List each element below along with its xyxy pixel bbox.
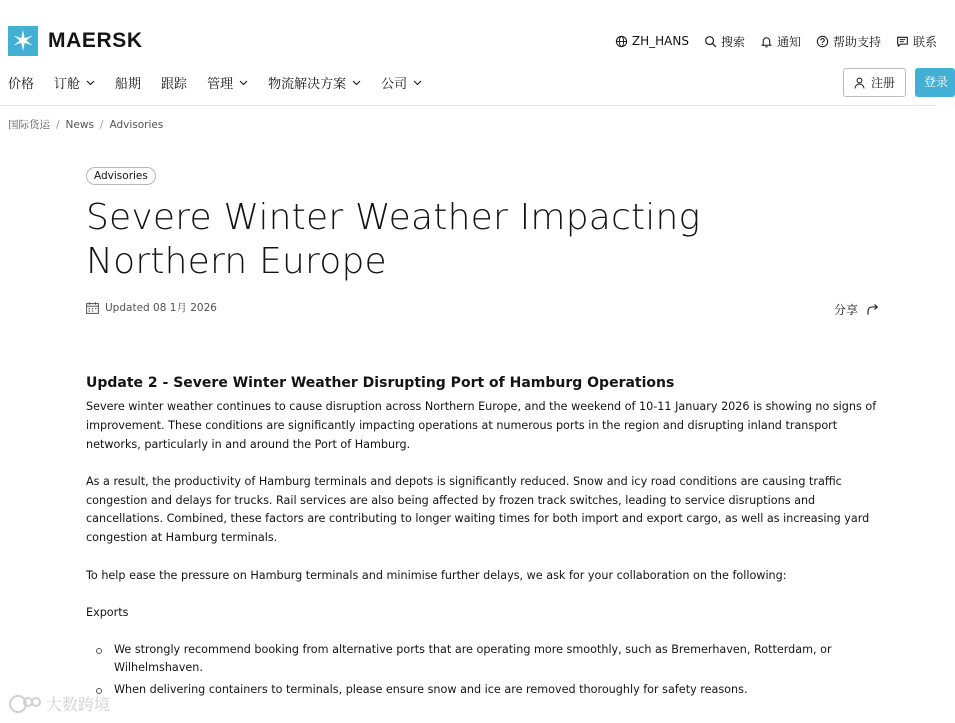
- site-header: [0, 0, 949, 106]
- chevron-down-icon: [239, 80, 248, 86]
- nav-item-label: 跟踪: [161, 77, 188, 92]
- share-arrow-icon: [866, 303, 880, 316]
- nav-item-logistics-solutions[interactable]: [268, 73, 361, 92]
- chevron-down-icon: [86, 80, 95, 86]
- nav-item-label: 订舱: [54, 77, 81, 92]
- updated-label: Updated 08 1月 2026: [105, 302, 217, 314]
- nav-item-label: 管理: [207, 77, 234, 92]
- article-body: [86, 374, 891, 703]
- article-paragraph: As a result, the productivity of Hamburg terminals and depots is significantly reduced. Snow and icy road conditions are causing traffic congestion and delays for trucks. Rail services are also being affected by frozen track switches, leading to service disruptions and cancellations. Combined, these factors are contributing to longer waiting times for both import and export cargo, as well as increasing yard congestion at Hamburg terminals.: [86, 474, 870, 545]
- nav-item-label: 船期: [115, 77, 142, 92]
- share-label: 分享: [834, 303, 859, 317]
- breadcrumb-item-advisories[interactable]: Advisories: [109, 118, 164, 131]
- category-tag[interactable]: Advisories: [86, 167, 156, 185]
- share-button[interactable]: [834, 301, 880, 318]
- list-item: We strongly recommend booking from alternative ports that are operating more smoothly, such as Bremerhaven, Rotterdam, or Wilhelmshaven.: [114, 641, 891, 679]
- search-icon: [704, 35, 717, 48]
- search-label: 搜索: [720, 34, 745, 49]
- list-item: When delivering containers to terminals, please ensure snow and ice are removed thoroughly for safety reasons.: [114, 681, 891, 700]
- language-label: ZH_HANS: [631, 34, 689, 48]
- login-button[interactable]: [915, 68, 955, 97]
- help-label: 帮助支持: [832, 34, 881, 49]
- nav-item-prices[interactable]: [8, 73, 34, 92]
- notifications-label: 通知: [776, 34, 801, 49]
- notifications-button[interactable]: [760, 33, 801, 50]
- user-icon: [854, 77, 865, 89]
- brand-name: MAERSK: [48, 29, 143, 52]
- nav-item-label: 价格: [8, 77, 35, 92]
- register-button[interactable]: [843, 68, 906, 97]
- search-button[interactable]: [704, 33, 745, 50]
- updated-date: [86, 300, 217, 315]
- language-switcher[interactable]: [615, 34, 689, 48]
- login-label: 登录: [924, 75, 949, 89]
- nav-item-label: 物流解决方案: [268, 77, 347, 92]
- section-label-exports: Exports: [86, 605, 129, 619]
- nav-item-tracking[interactable]: [161, 73, 187, 92]
- nav-item-company[interactable]: [381, 73, 422, 92]
- maersk-logo[interactable]: [8, 26, 143, 56]
- breadcrumb-separator: /: [99, 118, 104, 131]
- nav-item-schedules[interactable]: [115, 73, 141, 92]
- watermark: [8, 692, 110, 715]
- watermark-logo-icon: [8, 693, 42, 715]
- article-paragraph: Severe winter weather continues to cause disruption across Northern Europe, and the weekend of 10-11 January 2026 is showing no signs of improvement. These conditions are significantly impacting operations at numerous ports in the region and disrupting inland transport networks, particularly in and around the Port of Hamburg.: [86, 400, 877, 451]
- globe-icon: [615, 35, 628, 48]
- chevron-down-icon: [413, 80, 422, 86]
- chevron-down-icon: [352, 80, 361, 86]
- main-nav: [8, 73, 442, 92]
- calendar-icon: [86, 302, 99, 314]
- contact-button[interactable]: [896, 33, 937, 50]
- contact-label: 联系: [912, 34, 937, 49]
- breadcrumb-item-freight[interactable]: 国际货运: [8, 119, 50, 131]
- chat-icon: [896, 35, 909, 48]
- star-icon: [8, 26, 38, 56]
- breadcrumb: [8, 117, 163, 132]
- article-paragraph: To help ease the pressure on Hamburg terminals and minimise further delays, we ask for your collaboration on the following:: [86, 568, 787, 582]
- breadcrumb-item-news[interactable]: News: [65, 118, 94, 131]
- bell-icon: [760, 35, 773, 48]
- help-button[interactable]: [816, 33, 881, 50]
- breadcrumb-separator: /: [56, 118, 60, 131]
- help-icon: [816, 35, 829, 48]
- nav-item-manage[interactable]: [207, 73, 248, 92]
- nav-item-label: 公司: [381, 77, 408, 92]
- nav-item-booking[interactable]: [54, 73, 95, 92]
- page-title: Severe Winter Weather Impacting Northern Europe: [86, 197, 701, 282]
- register-label: 注册: [870, 76, 895, 90]
- exports-list: [86, 641, 891, 700]
- watermark-text: 大数跨境: [46, 695, 111, 714]
- update-heading: Update 2 - Severe Winter Weather Disrupting Port of Hamburg Operations: [86, 375, 675, 391]
- utility-nav: [600, 32, 937, 50]
